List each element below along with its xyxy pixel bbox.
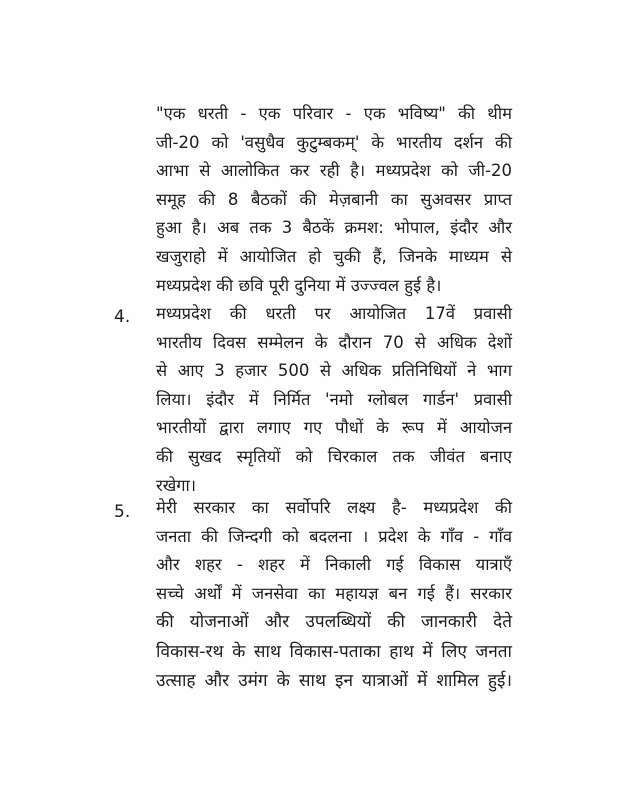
paragraph-line: मध्यप्रदेश की धरती पर आयोजित 17वें प्रवासी <box>156 304 512 323</box>
paragraph-line: भारतीय दिवस सम्मेलन के दौरान 70 से अधिक देशों <box>156 332 512 352</box>
paragraph-line: रखेगा। <box>156 475 197 495</box>
paragraph-line: जी-20 को 'वसुधैव कुटुम्बकम्' के भारतीय दर्शन की <box>156 132 512 152</box>
paragraph-line: की सुखद स्मृतियों को चिरकाल तक जीवंत बनाए <box>156 446 512 466</box>
paragraph-4 <box>156 300 512 500</box>
paragraph-line: मध्यप्रदेश की छवि पूरी दुनिया में उज्ज्वल हुई है। <box>156 275 442 295</box>
paragraph-line: और शहर - शहर में निकाली गई विकास यात्राएँ <box>156 555 512 575</box>
paragraph-5 <box>156 494 512 697</box>
paragraph-line: से आए 3 हजार 500 से अधिक प्रतिनिधियों ने भाग <box>156 361 512 381</box>
paragraph-line: सच्चे अर्थों में जनसेवा का महायज्ञ बन गई हैं। सरकार <box>156 583 512 603</box>
paragraph-line: जनता की जिन्दगी को बदलना । प्रदेश के गाँव - गाँव <box>156 526 512 546</box>
paragraph-line: मेरी सरकार का सर्वोपरि लक्ष्य है- मध्यप्रदेश की <box>156 498 512 517</box>
paragraph-line: "एक धरती - एक परिवार - एक भविष्य" की थीम <box>156 104 512 123</box>
paragraph-number: 5. <box>114 502 131 522</box>
paragraph-line: भारतीयों द्वारा लगाए गए पौधों के रूप में आयोजन <box>156 418 512 438</box>
paragraph-line: विकास-रथ के साथ विकास-पताका हाथ में लिए जनता <box>156 641 512 662</box>
paragraph-line: हुआ है। अब तक 3 बैठकें क्रमश: भोपाल, इंदौर और <box>156 218 512 238</box>
paragraph-line: आभा से आलोकित कर रही है। मध्यप्रदेश को जी-20 <box>156 161 512 181</box>
paragraph-number: 4. <box>114 307 131 327</box>
paragraph-line: उत्साह और उमंग के साथ इन यात्राओं में शामिल हुई। <box>156 671 512 692</box>
paragraph-line: खजुराहो में आयोजित हो चुकी हैं, जिनके माध्यम से <box>156 246 512 266</box>
paragraph-line: की योजनाओं और उपलब्धियों की जानकारी देते <box>156 612 512 633</box>
paragraph-line: लिया। इंदौर में निर्मित 'नमो ग्लोबल गार्डन' प्रवासी <box>156 389 512 409</box>
paragraph-line: समूह की 8 बैठकों की मेज़बानी का सुअवसर प्राप्त <box>156 189 512 209</box>
intro-paragraph <box>156 100 512 300</box>
